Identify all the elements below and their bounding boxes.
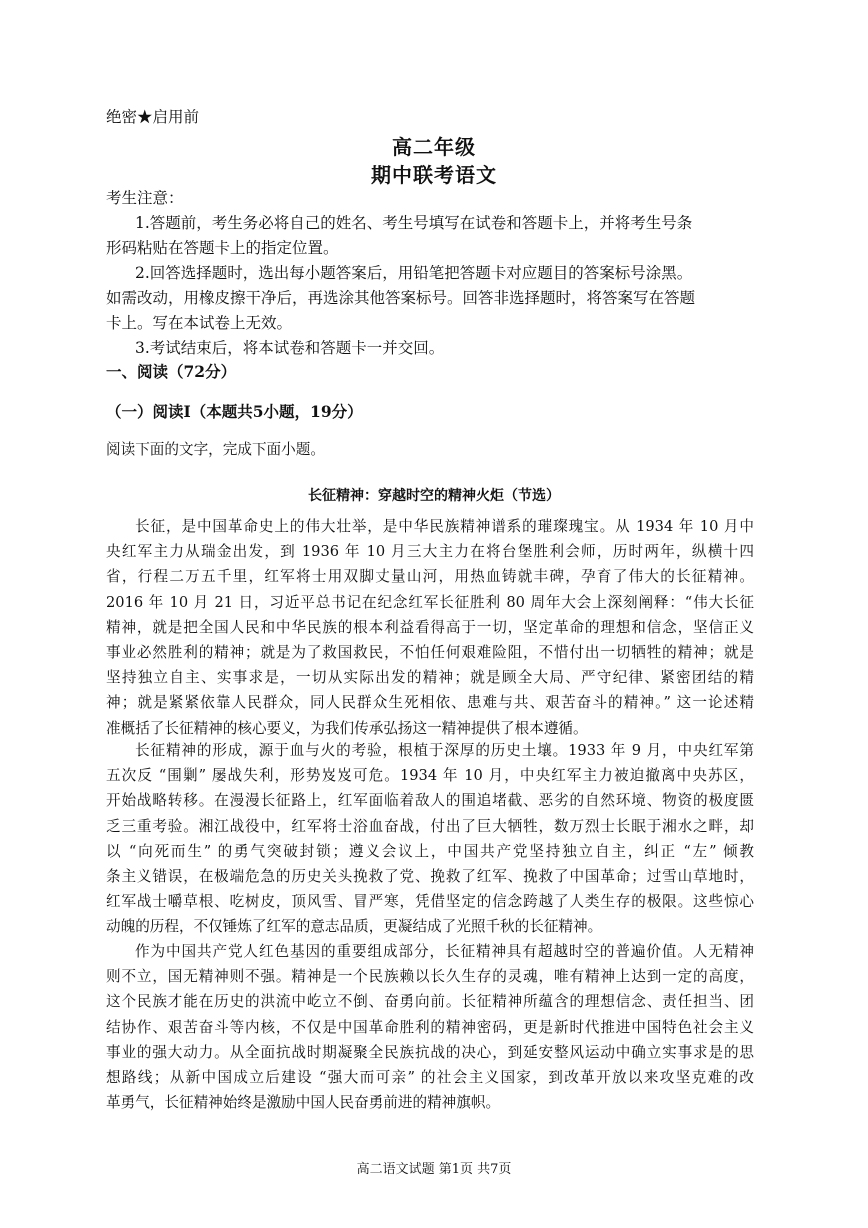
section-heading: 一、阅读（72分） <box>106 362 237 381</box>
paragraph-line: 动魄的历程，不仅锤炼了红军的意志品质，更凝结成了光照千秋的长征精神。 <box>106 918 603 936</box>
paragraph-line: 2016 年 10 月 21 日，习近平总书记在纪念红军长征胜利 80 周年大会上深刻阐释：“伟大长征 <box>106 593 754 611</box>
article-title: 长征精神：穿越时空的精神火炬（节选） <box>308 488 560 504</box>
notice-line: 形码粘贴在答题卡上的指定位置。 <box>106 239 339 257</box>
paragraph-line: 长征精神的形成，源于血与火的考验，根植于深厚的历史土壤。1933 年 9 月，中央红军第 <box>135 742 754 759</box>
paragraph-line: 事业的强大动力。从全面抗战时期凝聚全民族抗战的决心，到延安整风运动中确立实事求是的思 <box>106 1043 754 1061</box>
article-paragraph <box>106 514 754 741</box>
exam-title: 期中联考语文 <box>371 163 497 187</box>
notice-line: 2.回答选择题时，选出每小题答案后，用铅笔把答题卡对应题目的答案标号涂黑。 <box>135 264 693 282</box>
paragraph-line: 以 “向死而生” 的勇气突破封锁；遵义会议上，中国共产党坚持独立自主，纠正 “左” 倾教 <box>106 842 754 860</box>
grade-title: 高二年级 <box>392 135 476 159</box>
notice-line: 1.答题前，考生务必将自己的姓名、考生号填写在试卷和答题卡上，并将考生号条 <box>135 214 693 232</box>
notice-line: 3.考试结束后，将本试卷和答题卡一并交回。 <box>135 339 445 357</box>
paragraph-line: 准概括了长征精神的核心要义，为我们传承弘扬这一精神提供了根本遵循。 <box>106 719 588 737</box>
paragraph-line: 则不立，国无精神则不强。精神是一个民族赖以长久生存的灵魂，唯有精神上达到一定的高度， <box>106 968 754 986</box>
paragraph-line: 开始战略转移。在漫漫长征路上，红军面临着敌人的围追堵截、恶劣的自然环境、物资的极度匮 <box>106 792 754 810</box>
confidential-mark: 绝密★启用前 <box>106 108 200 126</box>
notice-label: 考生注意： <box>106 189 184 207</box>
paragraph-line: 想路线；从新中国成立后建设 “强大而可亲” 的社会主义国家，到改革开放以来攻坚克难的改 <box>106 1069 754 1087</box>
paragraph-line: 央红军主力从瑞金出发，到 1936 年 10 月三大主力在将台堡胜利会师，历时两年，纵横十四 <box>106 543 754 561</box>
article-paragraph <box>106 939 754 1115</box>
paragraph-line: 作为中国共产党人红色基因的重要组成部分，长征精神具有超越时空的普遍价值。人无精神 <box>135 943 754 960</box>
paragraph-line: 精神，就是把全国人民和中华民族的根本利益看得高于一切，坚定革命的理想和信念，坚信正义 <box>106 618 754 636</box>
paragraph-line: 省，行程二万五千里，红军将士用双脚丈量山河，用热血铸就丰碑，孕育了伟大的长征精神。 <box>106 568 754 586</box>
subsection-heading: （一）阅读Ⅰ（本题共5小题，19分） <box>106 402 363 421</box>
paragraph-line: 长征，是中国革命史上的伟大壮举，是中华民族精神谱系的璀璨瑰宝。从 1934 年 10 月中 <box>135 518 754 535</box>
article-paragraph <box>106 738 754 940</box>
paragraph-line: 结协作、艰苦奋斗等内核，不仅是中国革命胜利的精神密码，更是新时代推进中国特色社会主义 <box>106 1018 754 1036</box>
paragraph-line: 革勇气，长征精神始终是激励中国人民奋勇前进的精神旗帜。 <box>106 1094 501 1112</box>
paragraph-line: 事业必然胜利的精神；就是为了救国救民，不怕任何艰难险阻，不惜付出一切牺牲的精神；就是 <box>106 644 754 662</box>
notice-line: 卡上。写在本试卷上无效。 <box>106 314 293 332</box>
paragraph-line: 乏三重考验。湘江战役中，红军将士浴血奋战，付出了巨大牺牲，数万烈士长眠于湘水之畔，却 <box>106 817 754 835</box>
paragraph-line: 这个民族才能在历史的洪流中屹立不倒、奋勇向前。长征精神所蕴含的理想信念、责任担当、团 <box>106 993 754 1011</box>
page-footer: 高二语文试题 第1页 共7页 <box>356 1162 512 1177</box>
paragraph-line: 条主义错误，在极端危急的历史关头挽救了党、挽救了红军、挽救了中国革命；过雪山草地时， <box>106 868 754 886</box>
paragraph-line: 坚持独立自主、实事求是，一切从实际出发的精神；就是顾全大局、严守纪律、紧密团结的精 <box>106 669 754 687</box>
paragraph-line: 红军战士嚼草根、吃树皮，顶风雪、冒严寒，凭借坚定的信念跨越了人类生存的极限。这些惊心 <box>106 893 754 911</box>
instruction-text: 阅读下面的文字，完成下面小题。 <box>106 441 325 458</box>
paragraph-line: 五次反 “围剿” 屡战失利，形势岌岌可危。1934 年 10 月，中央红军主力被迫撤离中央苏区， <box>106 767 754 785</box>
notice-line: 如需改动，用橡皮擦干净后，再选涂其他答案标号。回答非选择题时，将答案写在答题 <box>106 289 696 307</box>
paragraph-line: 神；就是紧紧依靠人民群众，同人民群众生死相依、患难与共、艰苦奋斗的精神。” 这一论述精 <box>106 694 754 712</box>
